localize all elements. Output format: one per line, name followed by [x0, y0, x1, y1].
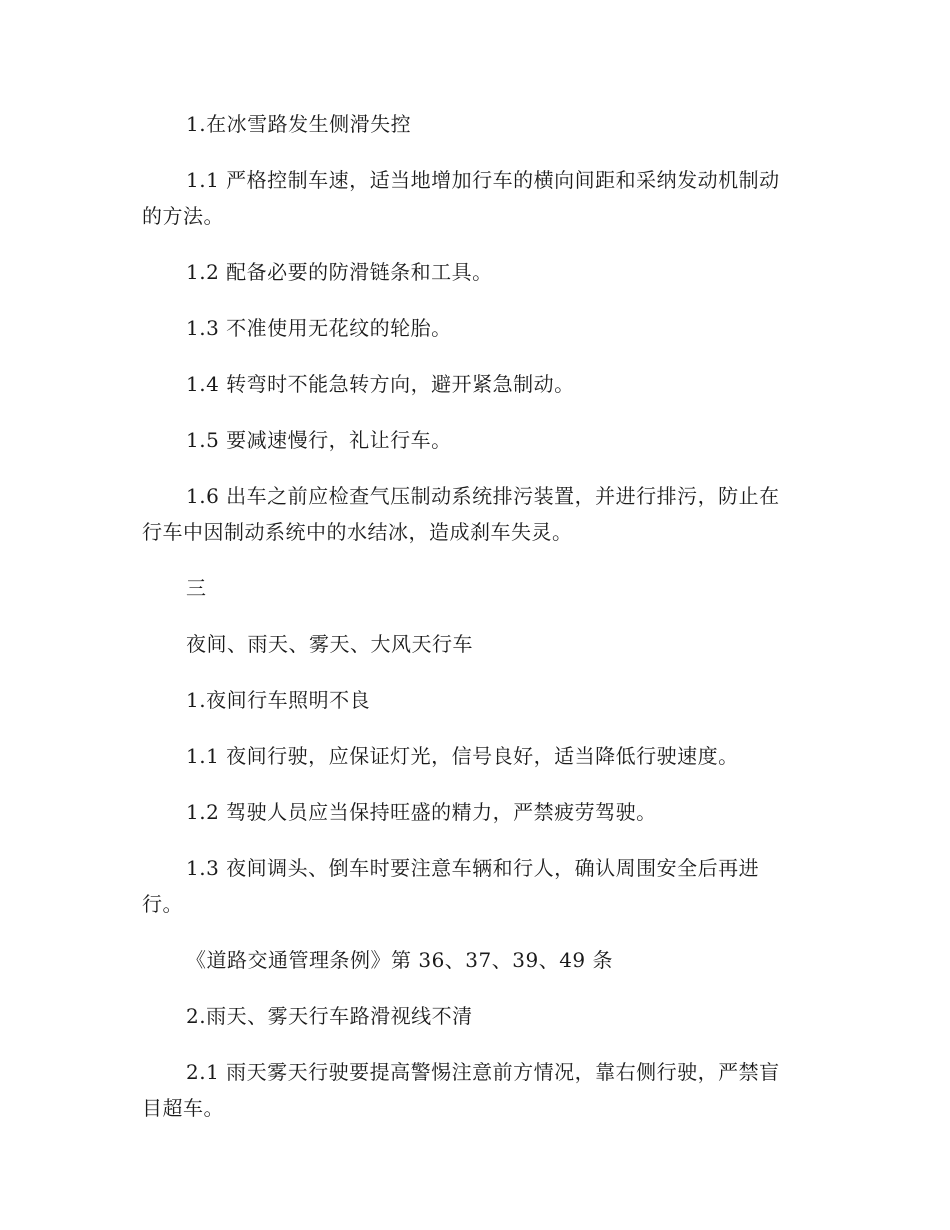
document-body — [142, 106, 798, 1146]
paragraph-1-5: 1.5 要减速慢行，礼让行车。 — [186, 428, 452, 452]
paragraph-1-6: 1.6 出车之前应检查气压制动系统排污装置，并进行排污，防止在行车中因制动系统中的水结冰，造成刹车失灵。 — [142, 484, 780, 544]
paragraph-night-1-1: 1.1 夜间行驶，应保证灯光，信号良好，适当降低行驶速度。 — [186, 744, 739, 768]
paragraph-1-3: 1.3 不准使用无花纹的轮胎。 — [186, 316, 452, 340]
section-number-three: 三 — [186, 576, 207, 600]
paragraph-1-1: 1.1 严格控制车速，适当地增加行车的横向间距和采纳发动机制动的方法。 — [142, 168, 780, 228]
paragraph-rain-2-1: 2.1 雨天雾天行驶要提高警惕注意前方情况，靠右侧行驶，严禁盲目超车。 — [142, 1060, 780, 1120]
paragraph-1-2: 1.2 配备必要的防滑链条和工具。 — [186, 260, 493, 284]
regulation-reference: 《道路交通管理条例》第 36、37、39、49 条 — [186, 948, 614, 972]
heading-icy-road-skid: 1.在冰雪路发生侧滑失控 — [186, 112, 412, 136]
heading-rain-fog: 2.雨天、雾天行车路滑视线不清 — [186, 1004, 473, 1028]
section-title-weather-driving: 夜间、雨天、雾天、大风天行车 — [186, 632, 473, 656]
paragraph-1-4: 1.4 转弯时不能急转方向，避开紧急制动。 — [186, 372, 575, 396]
paragraph-night-1-2: 1.2 驾驶人员应当保持旺盛的精力，严禁疲劳驾驶。 — [186, 800, 657, 824]
paragraph-night-1-3: 1.3 夜间调头、倒车时要注意车辆和行人，确认周围安全后再进行。 — [142, 856, 760, 916]
heading-night-lighting: 1.夜间行车照明不良 — [186, 688, 371, 712]
